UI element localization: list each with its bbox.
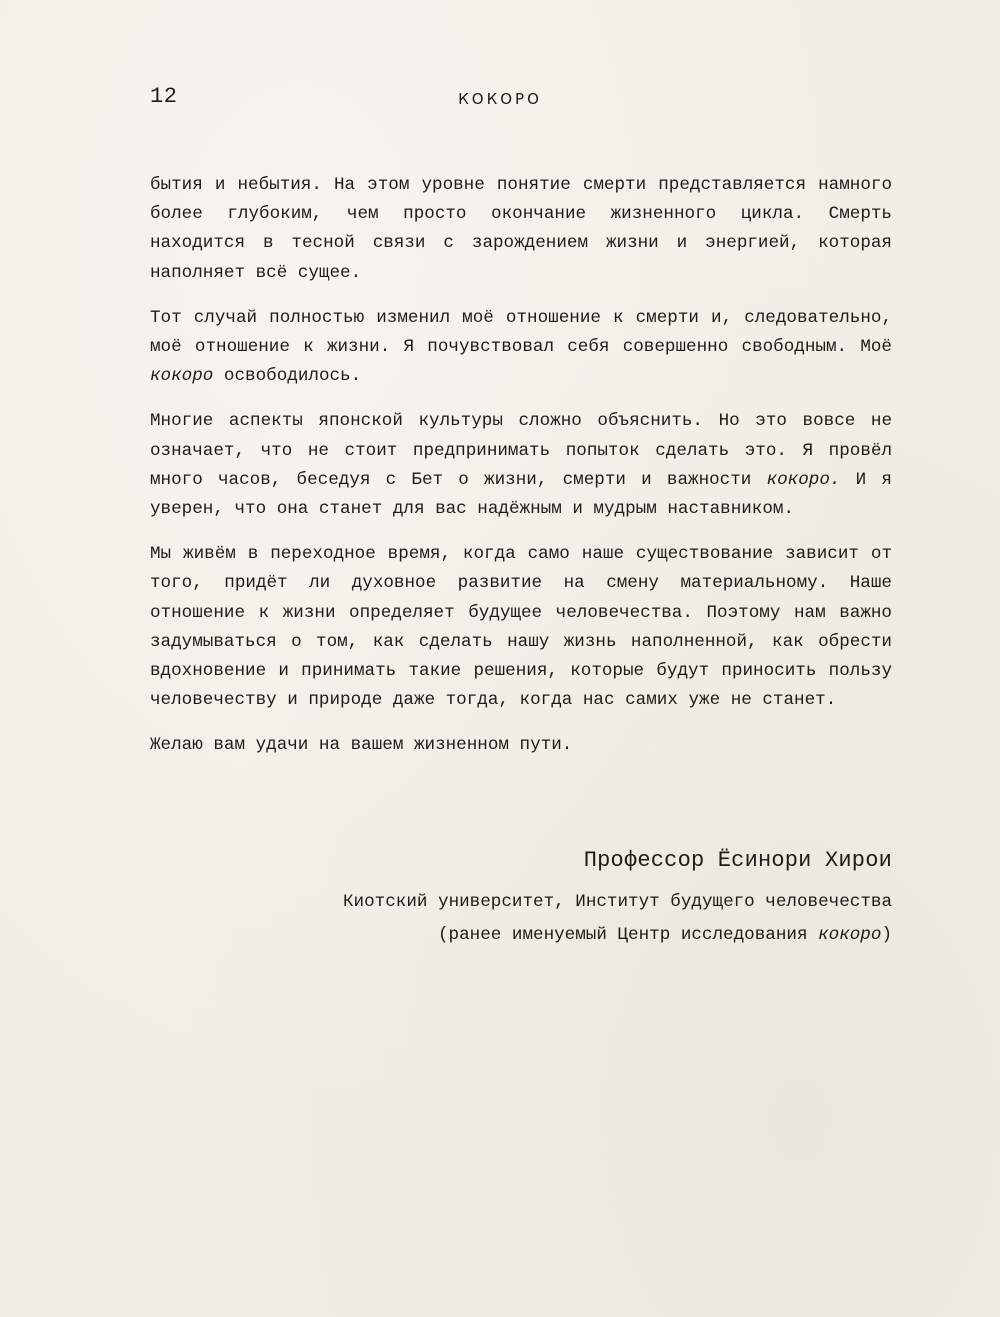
paragraph xyxy=(150,731,892,760)
former-name-text: (ранее именуемый Центр исследования xyxy=(437,925,819,945)
italic-term: кокоро xyxy=(150,366,214,387)
page-number: 12 xyxy=(150,84,178,109)
paragraph xyxy=(150,171,892,288)
italic-term: кокоро xyxy=(818,925,882,945)
paragraph-text: Мы живём в переходное время, когда само наше существование зависит от того, придёт ли духовное развитие на смену материальному. Наше отношение к жизни определяет будущее человечества. Поэтому нам важно задумываться о том, как сделать нашу жизнь наполненной, как обрести вдохновение и принимать такие решения, которые будут приносить пользу человечеству и природе даже тогда, когда нас самих уже не станет. xyxy=(150,544,892,711)
author-name: Профессор Ёсинори Хирои xyxy=(583,848,892,873)
paragraph xyxy=(150,540,892,715)
paragraph-text: бытия и небытия. На этом уровне понятие смерти представляется намного более глубоким, чем просто окончание жизненного цикла. Смерть находится в тесной связи с зарождением жизни и энергией, которая наполняет всё сущее. xyxy=(150,175,892,283)
italic-term: кокоро. xyxy=(766,469,841,490)
running-title: КОКОРО xyxy=(458,90,542,108)
paragraph xyxy=(150,304,892,392)
paragraph xyxy=(150,407,892,524)
paragraph-text: Многие аспекты японской культуры сложно объяснить. Но это вовсе не означает, что не стоит предпринимать попыток сделать это. Я провёл много часов, беседуя с Бет о жизни, смерти и важности xyxy=(150,411,892,490)
paragraph-text: И я уверен, что она станет для вас надёжным и мудрым наставником. xyxy=(150,469,892,520)
author-affiliation: Киотский университет, Институт будущего человечества xyxy=(342,892,892,912)
former-name-text: ) xyxy=(881,925,892,945)
body-text xyxy=(150,171,892,761)
author-former-institution xyxy=(343,919,892,952)
paragraph-text: освободилось. xyxy=(213,366,362,387)
paragraph-text: Тот случай полностью изменил моё отношение к смерти и, следовательно, моё отношение к жизни. Я почувствовал себя совершенно свободным. Моё xyxy=(150,307,892,358)
paragraph-text: Желаю вам удачи на вашем жизненном пути. xyxy=(150,735,573,756)
signature-block xyxy=(343,844,892,952)
